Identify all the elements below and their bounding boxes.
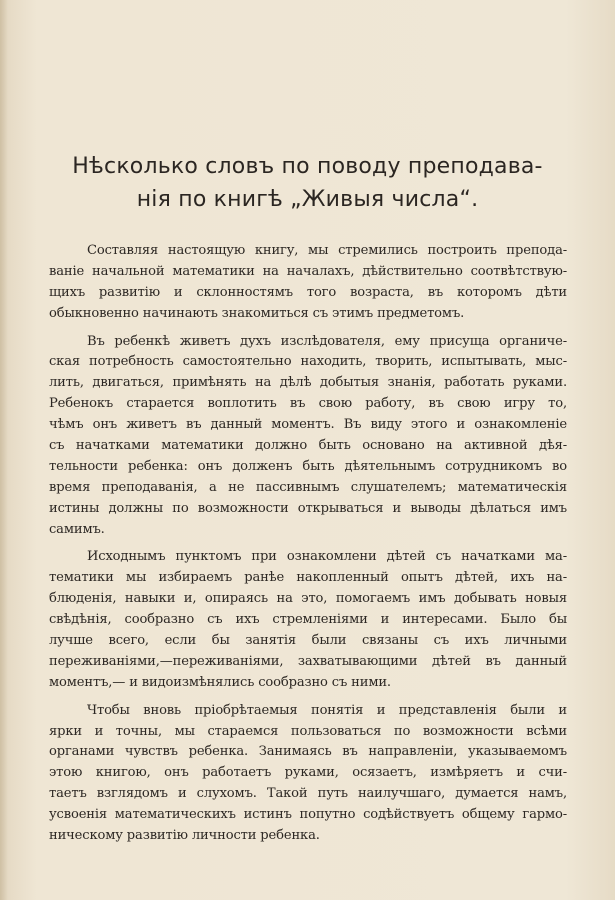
- text-line: съ начатками математики должно быть основано на активной дѣя-: [49, 438, 567, 454]
- text-line: Исходнымъ пунктомъ при ознакомлени дѣтей съ начатками ма-: [87, 549, 567, 565]
- text-line: моментъ,— и видоизмѣнялись сообразно съ ними.: [49, 674, 391, 690]
- title-line: Нѣсколько словъ по поводу преподава-: [72, 154, 543, 179]
- text-line: время преподаванія, а не пассивнымъ слушателемъ; математическія: [49, 479, 567, 495]
- text-line: обыкновенно начинають знакомиться съ этимъ предметомъ.: [49, 305, 465, 321]
- paragraph: [49, 241, 567, 325]
- text-line: ническому развитію личности ребенка.: [49, 828, 320, 844]
- body-text: [49, 241, 567, 854]
- text-line: блюденія, навыки и, опираясь на это, помогаемъ имъ добывать новыя: [49, 591, 567, 607]
- title-line: нія по книгѣ „Живыя числа“.: [136, 187, 479, 212]
- text-line: свѣдѣнія, сообразно съ ихъ стремленіями и интересами. Было бы: [49, 612, 567, 628]
- paragraph: [49, 701, 567, 847]
- text-line: тематики мы избираемъ ранѣе накопленный опытъ дѣтей, ихъ на-: [49, 570, 567, 586]
- page-spine-shadow: [0, 0, 8, 900]
- text-line: истины должны по возможности открываться и выводы дѣлаться имъ: [49, 500, 567, 516]
- text-line: чѣмъ онъ живетъ въ данный моментъ. Въ виду этого и ознакомленіе: [49, 417, 567, 433]
- text-line: Ребенокъ старается воплотить въ свою работу, въ свою игру то,: [49, 396, 567, 412]
- text-line: переживаніями,—переживаніями, захватывающими дѣтей въ данный: [49, 653, 567, 669]
- text-line: Чтобы вновь пріобрѣтаемыя понятія и представленія были и: [87, 702, 567, 718]
- text-line: щихъ развитію и склонностямъ того возраста, въ которомъ дѣти: [49, 284, 567, 300]
- text-line: Въ ребенкѣ живетъ духъ изслѣдователя, ему присуща органиче-: [87, 333, 567, 349]
- text-line: усвоенія математическихъ истинъ попутно содѣйствуетъ общему гармо-: [49, 807, 567, 823]
- text-line: самимъ.: [49, 521, 105, 537]
- text-line: ярки и точны, мы стараемся пользоваться по возможности всѣми: [49, 723, 567, 739]
- text-line: лучше всего, если бы занятія были связаны съ ихъ личными: [49, 633, 567, 649]
- text-line: тельности ребенка: онъ долженъ быть дѣятельнымъ сотрудникомъ во: [49, 458, 567, 474]
- text-line: лить, двигаться, примѣнять на дѣлѣ добытыя знанія, работать руками.: [49, 375, 567, 391]
- text-line: ваніе начальной математики на началахъ, дѣйствительно соотвѣтствую-: [49, 263, 567, 279]
- paragraph: [49, 332, 567, 541]
- paragraph: [49, 547, 567, 693]
- page-title: [40, 150, 575, 216]
- text-line: Составляя настоящую книгу, мы стремились построить препода-: [87, 243, 567, 258]
- text-line: таетъ взглядомъ и слухомъ. Такой путь наилучшаго, думается намъ,: [49, 786, 567, 802]
- text-line: ская потребность самостоятельно находить, творить, испытывать, мыс-: [49, 354, 567, 370]
- text-line: этою книгою, онъ работаетъ руками, осязаетъ, измѣряетъ и счи-: [49, 765, 567, 781]
- text-line: органами чувствъ ребенка. Занимаясь въ направленіи, указываемомъ: [49, 744, 567, 760]
